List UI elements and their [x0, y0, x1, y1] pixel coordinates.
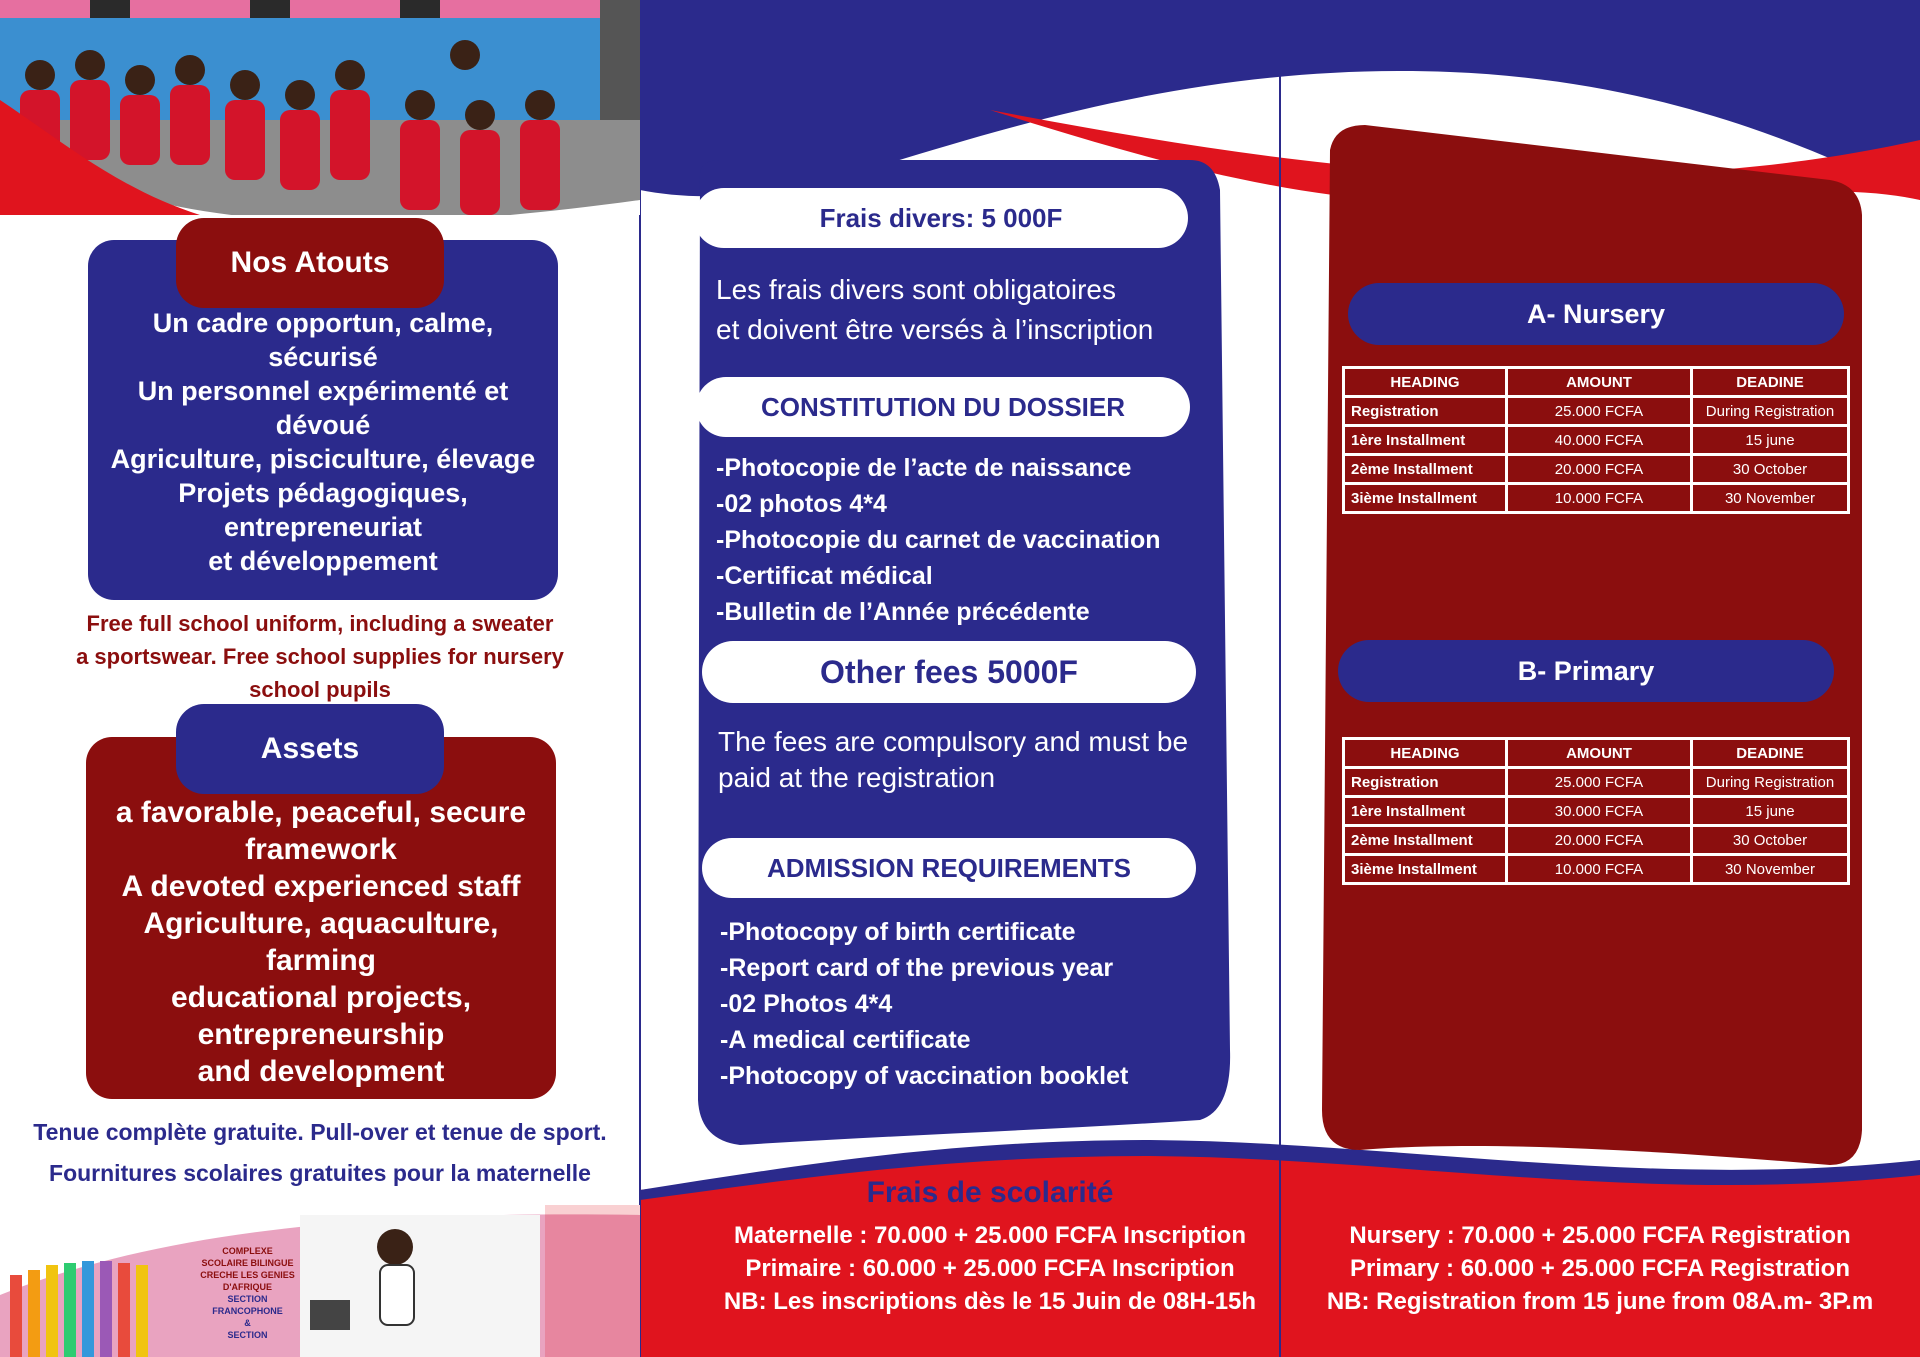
table-cell: 25.000 FCFA [1507, 397, 1692, 426]
other-fees-line: paid at the registration [718, 762, 996, 793]
assets-line: framework [245, 833, 397, 866]
table-cell: Registration [1344, 397, 1507, 426]
assets-line: entrepreneurship [197, 1018, 445, 1051]
free-uniform-fr [0, 1112, 640, 1194]
table-cell: 15 june [1692, 426, 1849, 455]
table-cell: 30 October [1692, 826, 1849, 855]
table-header-row [1344, 368, 1849, 397]
free-uniform-en-line: a sportswear. Free school supplies for nursery [76, 644, 564, 669]
constitution-item: -Certificat médical [716, 562, 933, 590]
frais-scolarite-lines [640, 1219, 1340, 1318]
sign-line: CRECHE LES GENIES D'AFRIQUE [200, 1270, 295, 1292]
assets-line: a favorable, peaceful, secure [115, 796, 527, 829]
table-row [1344, 397, 1849, 426]
free-uniform-en-line: Free full school uniform, including a sweater [86, 611, 554, 636]
admission-item: -Photocopy of vaccination booklet [720, 1062, 1129, 1090]
table-cell: 10.000 FCFA [1507, 855, 1692, 884]
sign-line: SECTION [227, 1330, 268, 1340]
school-sign-photo [0, 1205, 640, 1357]
admission-item: -Report card of the previous year [720, 954, 1114, 982]
table-row [1344, 797, 1849, 826]
registration-fees-line: NB: Registration from 15 june from 08A.m- 3P.m [1326, 1288, 1874, 1315]
free-uniform-en [50, 607, 590, 706]
table-row [1344, 855, 1849, 884]
sign-line: SECTION [227, 1294, 268, 1304]
table-row [1344, 826, 1849, 855]
other-fees-text [718, 724, 1188, 796]
header-cell: DEADINE [1692, 368, 1849, 397]
free-uniform-en-line: school pupils [249, 677, 391, 702]
assets-list [86, 794, 556, 1090]
atouts-line: entrepreneuriat [223, 512, 423, 542]
frais-divers-title: Frais divers: 5 000F [694, 188, 1188, 248]
atouts-list [88, 306, 558, 578]
frais-scolarite-line: Primaire : 60.000 + 25.000 FCFA Inscription [745, 1255, 1235, 1282]
assets-line: A devoted experienced staff [121, 870, 521, 903]
registration-fees-line: Primary : 60.000 + 25.000 FCFA Registration [1349, 1255, 1850, 1282]
table-cell: During Registration [1692, 768, 1849, 797]
constitution-item: -Bulletin de l’Année précédente [716, 598, 1090, 626]
table-cell: 40.000 FCFA [1507, 426, 1692, 455]
table-cell: 20.000 FCFA [1507, 826, 1692, 855]
table-cell: 15 june [1692, 797, 1849, 826]
constitution-list [716, 450, 1161, 630]
atouts-line: et développement [208, 546, 438, 576]
admission-item: -Photocopy of birth certificate [720, 918, 1076, 946]
frais-divers-text [716, 270, 1153, 350]
primary-fees-table [1342, 737, 1850, 885]
table-row [1344, 768, 1849, 797]
frais-scolarite-title: Frais de scolarité [866, 1176, 1114, 1209]
table-row [1344, 426, 1849, 455]
school-sign-text [200, 1245, 295, 1341]
table-cell: 30 October [1692, 455, 1849, 484]
frais-divers-line: Les frais divers sont obligatoires [716, 274, 1116, 305]
registration-fees-line: Nursery : 70.000 + 25.000 FCFA Registration [1349, 1222, 1851, 1249]
atouts-line: Un cadre opportun, calme, [152, 308, 494, 338]
sign-line: FRANCOPHONE [212, 1306, 283, 1316]
atouts-line: Un personnel expérimenté et [137, 376, 509, 406]
constitution-item: -Photocopie du carnet de vaccination [716, 526, 1161, 554]
nursery-title: A- Nursery [1348, 283, 1844, 345]
table-cell: 10.000 FCFA [1507, 484, 1692, 513]
header-cell: AMOUNT [1507, 368, 1692, 397]
constitution-title: CONSTITUTION DU DOSSIER [696, 377, 1190, 437]
table-header-row [1344, 739, 1849, 768]
table-row [1344, 484, 1849, 513]
students-photo [0, 0, 640, 215]
table-cell: Registration [1344, 768, 1507, 797]
atouts-line: Agriculture, pisciculture, élevage [110, 444, 536, 474]
sign-line: COMPLEXE SCOLAIRE BILINGUE [201, 1246, 294, 1268]
admission-title: ADMISSION REQUIREMENTS [702, 838, 1196, 898]
table-cell: 3ième Installment [1344, 484, 1507, 513]
header-cell: HEADING [1344, 368, 1507, 397]
header-cell: AMOUNT [1507, 739, 1692, 768]
table-cell: 20.000 FCFA [1507, 455, 1692, 484]
primary-title: B- Primary [1338, 640, 1834, 702]
frais-scolarite-line: NB: Les inscriptions dès le 15 Juin de 08H-15h [723, 1288, 1257, 1315]
atouts-line: Projets pédagogiques, [178, 478, 468, 508]
assets-line: and development [197, 1055, 445, 1088]
admission-item: -A medical certificate [720, 1026, 971, 1054]
admission-list [720, 914, 1128, 1094]
table-cell: 30 November [1692, 484, 1849, 513]
constitution-item: -Photocopie de l’acte de naissance [716, 454, 1132, 482]
atouts-line: dévoué [275, 410, 371, 440]
registration-fees-lines [1280, 1219, 1920, 1318]
free-uniform-fr-line: Tenue complète gratuite. Pull-over et tenue de sport. [33, 1119, 607, 1145]
admission-item: -02 Photos 4*4 [720, 990, 893, 1018]
free-uniform-fr-line: Fournitures scolaires gratuites pour la maternelle [49, 1160, 591, 1186]
sign-line: & [244, 1318, 251, 1328]
table-row [1344, 455, 1849, 484]
atouts-title: Nos Atouts [176, 218, 444, 308]
constitution-item: -02 photos 4*4 [716, 490, 887, 518]
header-cell: DEADINE [1692, 739, 1849, 768]
assets-title: Assets [176, 704, 444, 794]
table-cell: 2ème Installment [1344, 826, 1507, 855]
table-cell: 3ième Installment [1344, 855, 1507, 884]
table-cell: 30.000 FCFA [1507, 797, 1692, 826]
frais-divers-line: et doivent être versés à l’inscription [716, 314, 1154, 345]
table-cell: 30 November [1692, 855, 1849, 884]
other-fees-title: Other fees 5000F [702, 641, 1196, 703]
nursery-fees-table [1342, 366, 1850, 514]
atouts-line: sécurisé [268, 342, 378, 372]
other-fees-line: The fees are compulsory and must be [718, 726, 1189, 757]
table-cell: 1ère Installment [1344, 797, 1507, 826]
table-cell: During Registration [1692, 397, 1849, 426]
assets-line: Agriculture, aquaculture, [143, 907, 499, 940]
table-cell: 1ère Installment [1344, 426, 1507, 455]
table-cell: 25.000 FCFA [1507, 768, 1692, 797]
header-cell: HEADING [1344, 739, 1507, 768]
assets-line: educational projects, [170, 981, 472, 1014]
table-cell: 2ème Installment [1344, 455, 1507, 484]
frais-scolarite-line: Maternelle : 70.000 + 25.000 FCFA Inscription [734, 1222, 1246, 1249]
assets-line: farming [265, 944, 376, 977]
